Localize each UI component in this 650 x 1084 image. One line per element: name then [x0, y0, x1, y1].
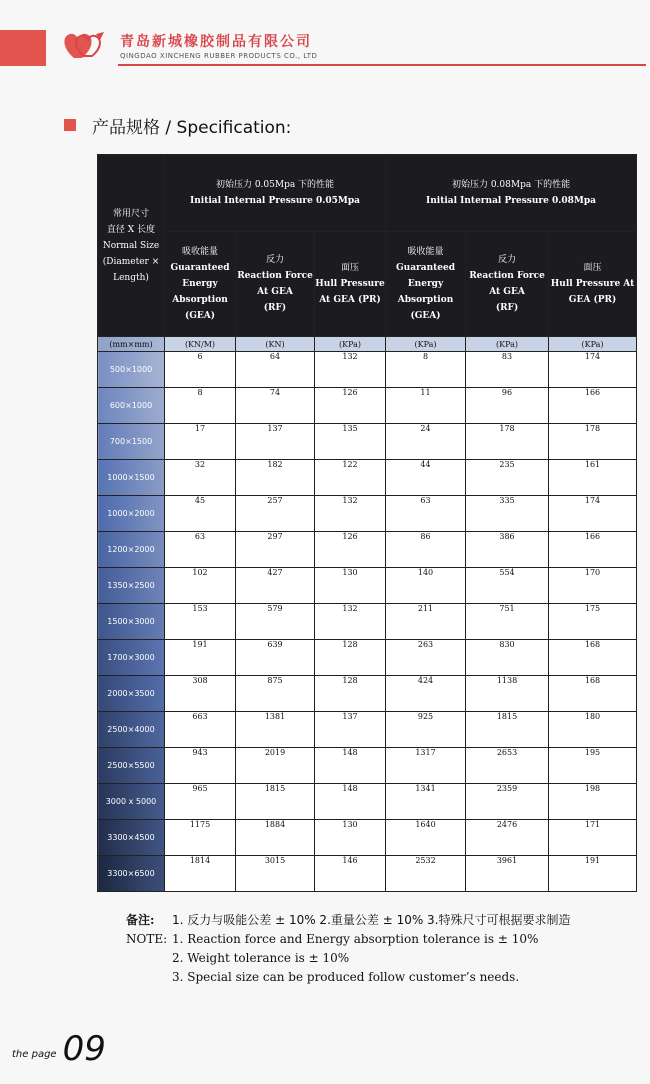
column-header-en: GEA (PR)	[568, 295, 617, 305]
unit-cell: (KPa)	[466, 337, 549, 352]
value-cell: 1884	[236, 820, 315, 856]
size-header-line: Normal Size	[102, 240, 160, 251]
value-cell: 168	[549, 640, 637, 676]
value-cell: 137	[315, 712, 386, 748]
value-cell: 132	[315, 496, 386, 532]
column-header-en: Reaction Force	[237, 271, 313, 281]
value-cell: 174	[549, 352, 637, 388]
value-cell: 1175	[165, 820, 236, 856]
value-cell: 171	[549, 820, 637, 856]
column-header-en: Guaranteed	[170, 263, 230, 273]
size-cell: 2500×5500	[98, 748, 165, 784]
value-cell: 308	[165, 676, 236, 712]
group-header-cn: 初始压力 0.05Mpa 下的性能	[215, 180, 335, 190]
column-header	[549, 232, 637, 337]
value-cell: 198	[549, 784, 637, 820]
size-cell: 3300×4500	[98, 820, 165, 856]
notes-label-en: NOTE:	[126, 932, 168, 946]
column-header	[236, 232, 315, 337]
size-header-line: (Diameter ×	[102, 256, 160, 267]
value-cell: 86	[386, 532, 466, 568]
section-title-text: 产品规格 / Specification:	[92, 117, 292, 138]
column-header-cn: 反力	[498, 255, 517, 265]
value-cell: 191	[165, 640, 236, 676]
column-header-en: Absorption	[397, 295, 454, 305]
value-cell: 128	[315, 676, 386, 712]
value-cell: 146	[315, 856, 386, 892]
unit-cell: (KPa)	[315, 337, 386, 352]
notes-line-en: 2. Weight tolerance is ± 10%	[172, 951, 350, 965]
group-header-en: Initial Internal Pressure 0.08Mpa	[426, 196, 596, 206]
value-cell: 63	[386, 496, 466, 532]
value-cell: 1814	[165, 856, 236, 892]
column-header	[386, 232, 466, 337]
page-header	[0, 0, 650, 80]
value-cell: 751	[466, 604, 549, 640]
column-header	[165, 232, 236, 337]
size-cell: 2500×4000	[98, 712, 165, 748]
value-cell: 579	[236, 604, 315, 640]
company-name-en: QINGDAO XINCHENG RUBBER PRODUCTS CO., LTD	[120, 52, 318, 60]
value-cell: 191	[549, 856, 637, 892]
value-cell: 257	[236, 496, 315, 532]
value-cell: 3961	[466, 856, 549, 892]
notes-line-en: 3. Special size can be produced follow customer’s needs.	[172, 970, 520, 984]
spec-table	[97, 154, 637, 892]
size-header-line: 常用尺寸	[112, 208, 149, 219]
value-cell: 263	[386, 640, 466, 676]
column-header	[315, 232, 386, 337]
column-header-en: At GEA (PR)	[319, 295, 381, 305]
column-header-en: (GEA)	[184, 311, 216, 321]
column-header-cn: 反力	[265, 255, 284, 265]
value-cell: 63	[165, 532, 236, 568]
value-cell: 554	[466, 568, 549, 604]
column-header-en: Guaranteed	[395, 263, 456, 273]
section-title	[64, 114, 291, 136]
header-red-block	[0, 30, 46, 66]
value-cell: 161	[549, 460, 637, 496]
value-cell: 1317	[386, 748, 466, 784]
notes	[126, 911, 571, 987]
size-cell: 600×1000	[98, 388, 165, 424]
value-cell: 170	[549, 568, 637, 604]
value-cell: 148	[315, 748, 386, 784]
group-header-005	[165, 155, 386, 232]
value-cell: 96	[466, 388, 549, 424]
size-header-line: Length)	[113, 272, 149, 283]
value-cell: 2653	[466, 748, 549, 784]
value-cell: 32	[165, 460, 236, 496]
size-header-line: 直径 X 长度	[106, 224, 156, 235]
value-cell: 2476	[466, 820, 549, 856]
size-cell: 3300×6500	[98, 856, 165, 892]
value-cell: 130	[315, 820, 386, 856]
table-row	[98, 568, 637, 604]
value-cell: 1640	[386, 820, 466, 856]
table-row	[98, 460, 637, 496]
size-cell: 500×1000	[98, 352, 165, 388]
value-cell: 166	[549, 532, 637, 568]
size-cell: 1700×3000	[98, 640, 165, 676]
table-row	[98, 856, 637, 892]
value-cell: 3015	[236, 856, 315, 892]
value-cell: 965	[165, 784, 236, 820]
column-header-en: Reaction Force	[469, 271, 545, 281]
value-cell: 639	[236, 640, 315, 676]
value-cell: 140	[386, 568, 466, 604]
column-header-en: Hull Pressure	[315, 279, 385, 289]
table-row	[98, 388, 637, 424]
value-cell: 24	[386, 424, 466, 460]
value-cell: 2019	[236, 748, 315, 784]
column-header-en: (RF)	[263, 303, 287, 313]
value-cell: 45	[165, 496, 236, 532]
table-row	[98, 424, 637, 460]
unit-row	[98, 337, 637, 352]
value-cell: 122	[315, 460, 386, 496]
value-cell: 166	[549, 388, 637, 424]
table-row	[98, 496, 637, 532]
value-cell: 830	[466, 640, 549, 676]
value-cell: 102	[165, 568, 236, 604]
column-header-en: At GEA	[489, 287, 525, 297]
value-cell: 1815	[466, 712, 549, 748]
value-cell: 175	[549, 604, 637, 640]
group-header-008	[386, 155, 637, 232]
value-cell: 386	[466, 532, 549, 568]
unit-cell: (mm×mm)	[98, 337, 165, 352]
size-header	[98, 155, 165, 337]
value-cell: 168	[549, 676, 637, 712]
value-cell: 2532	[386, 856, 466, 892]
value-cell: 135	[315, 424, 386, 460]
size-cell: 1200×2000	[98, 532, 165, 568]
value-cell: 335	[466, 496, 549, 532]
value-cell: 297	[236, 532, 315, 568]
size-cell: 700×1500	[98, 424, 165, 460]
value-cell: 64	[236, 352, 315, 388]
value-cell: 211	[386, 604, 466, 640]
column-header-cn: 面压	[583, 263, 602, 273]
value-cell: 11	[386, 388, 466, 424]
notes-text-cn: 1. 反力与吸能公差 ± 10% 2.重量公差 ± 10% 3.特殊尺寸可根据要求制造	[172, 913, 571, 927]
value-cell: 925	[386, 712, 466, 748]
square-bullet-icon	[64, 119, 76, 131]
value-cell: 663	[165, 712, 236, 748]
value-cell: 1341	[386, 784, 466, 820]
value-cell: 148	[315, 784, 386, 820]
unit-cell: (KN)	[236, 337, 315, 352]
value-cell: 6	[165, 352, 236, 388]
table-row	[98, 748, 637, 784]
value-cell: 424	[386, 676, 466, 712]
unit-cell: (KPa)	[386, 337, 466, 352]
column-header-cn: 吸收能量	[181, 247, 218, 257]
value-cell: 235	[466, 460, 549, 496]
value-cell: 44	[386, 460, 466, 496]
column-header-en: Energy	[182, 279, 218, 289]
value-cell: 427	[236, 568, 315, 604]
unit-cell: (KN/M)	[165, 337, 236, 352]
size-cell: 1000×2000	[98, 496, 165, 532]
notes-label-cn: 备注:	[126, 913, 155, 927]
header-divider	[118, 64, 646, 66]
heart-logo-icon	[60, 28, 108, 62]
value-cell: 1815	[236, 784, 315, 820]
value-cell: 132	[315, 604, 386, 640]
unit-cell: (KPa)	[549, 337, 637, 352]
value-cell: 943	[165, 748, 236, 784]
column-header-cn: 面压	[341, 263, 360, 273]
value-cell: 1381	[236, 712, 315, 748]
size-cell: 3000 x 5000	[98, 784, 165, 820]
size-cell: 1000×1500	[98, 460, 165, 496]
value-cell: 1138	[466, 676, 549, 712]
table-row	[98, 784, 637, 820]
value-cell: 17	[165, 424, 236, 460]
the-page-label: the page	[12, 1049, 57, 1060]
value-cell: 83	[466, 352, 549, 388]
value-cell: 178	[549, 424, 637, 460]
column-header-en: Hull Pressure At	[550, 279, 635, 289]
table-row	[98, 712, 637, 748]
value-cell: 74	[236, 388, 315, 424]
value-cell: 2359	[466, 784, 549, 820]
value-cell: 8	[386, 352, 466, 388]
column-header-en: Absorption	[172, 295, 228, 305]
column-header-en: (RF)	[495, 303, 519, 313]
column-header-en: (GEA)	[410, 311, 441, 321]
table-row	[98, 640, 637, 676]
page-footer	[12, 1029, 106, 1069]
table-row	[98, 820, 637, 856]
size-cell: 1350×2500	[98, 568, 165, 604]
value-cell: 178	[466, 424, 549, 460]
value-cell: 182	[236, 460, 315, 496]
page-number: 09	[62, 1029, 106, 1069]
value-cell: 8	[165, 388, 236, 424]
column-header	[466, 232, 549, 337]
value-cell: 132	[315, 352, 386, 388]
value-cell: 126	[315, 532, 386, 568]
table-row	[98, 676, 637, 712]
size-cell: 2000×3500	[98, 676, 165, 712]
value-cell: 174	[549, 496, 637, 532]
value-cell: 137	[236, 424, 315, 460]
column-header-en: Energy	[407, 279, 444, 289]
group-header-cn: 初始压力 0.08Mpa 下的性能	[451, 180, 571, 190]
value-cell: 153	[165, 604, 236, 640]
value-cell: 180	[549, 712, 637, 748]
notes-line-en: 1. Reaction force and Energy absorption tolerance is ± 10%	[172, 932, 539, 946]
table-row	[98, 532, 637, 568]
table-row	[98, 352, 637, 388]
value-cell: 126	[315, 388, 386, 424]
company-name-cn: 青岛新城橡胶制品有限公司	[120, 34, 312, 50]
value-cell: 128	[315, 640, 386, 676]
value-cell: 195	[549, 748, 637, 784]
column-header-en: At GEA	[257, 287, 293, 297]
value-cell: 130	[315, 568, 386, 604]
group-header-en: Initial Internal Pressure 0.05Mpa	[190, 196, 360, 206]
column-header-cn: 吸收能量	[407, 247, 444, 257]
size-cell: 1500×3000	[98, 604, 165, 640]
table-row	[98, 604, 637, 640]
value-cell: 875	[236, 676, 315, 712]
